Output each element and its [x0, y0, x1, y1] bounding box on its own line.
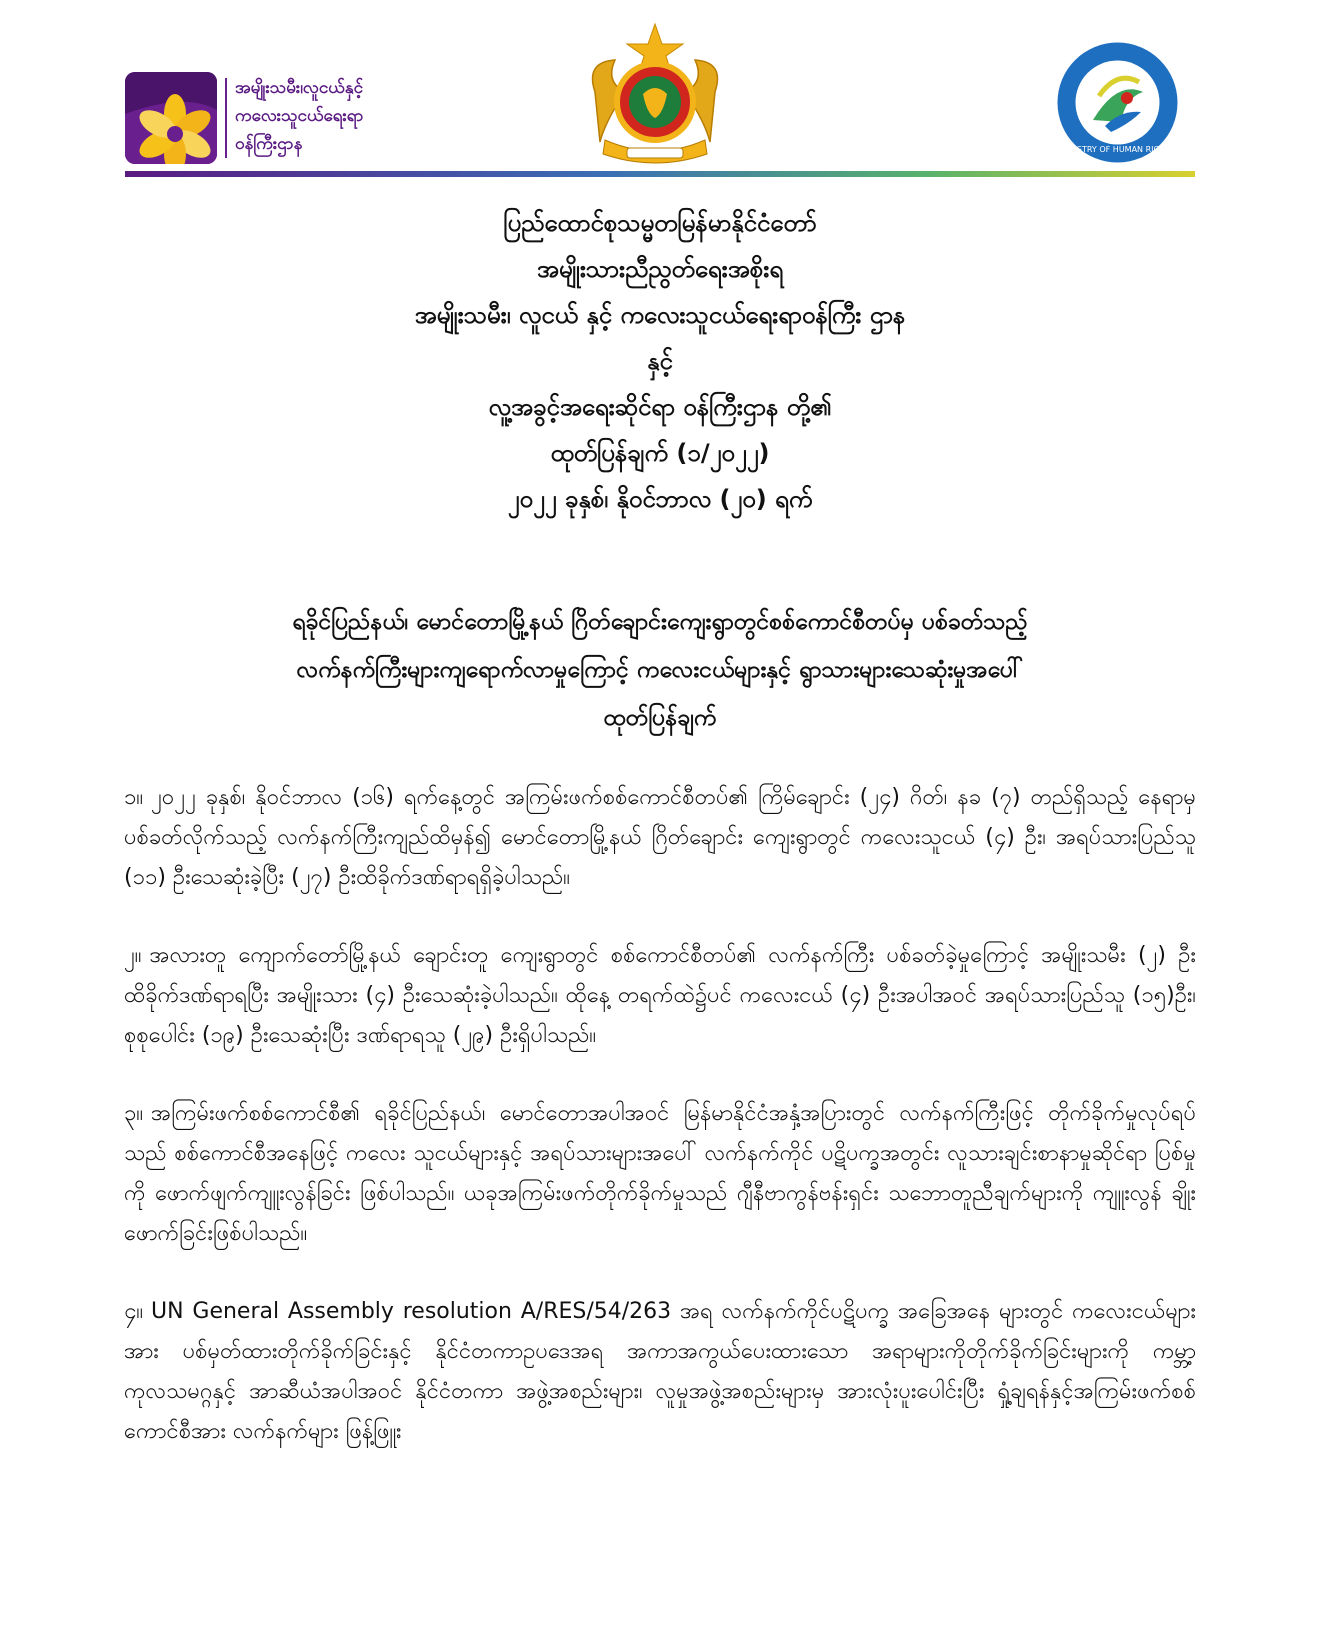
paragraph: [124, 778, 1196, 898]
paragraph-text: အလားတူ ကျောက်တော်မြို့နယ် ချောင်းတူ ကျေးရွာတွင် စစ်ကောင်စီတပ်၏ လက်နက်ကြီး ပစ်ခတ်ခဲ့မှုကြောင့် အမျိုးသမီး (၂) ဦး ထိခိုက်ဒဏ်ရာရပြီး အမျိုးသား (၄) ဦးသေဆုံးခဲ့ပါသည်။ ထိုနေ့ တရက်ထဲ၌ပင် ကလေးငယ် (၄) ဦးအပါအဝင် အရပ်သားပြည်သူ (၁၅)ဦး၊ စုစုပေါင်း (၁၉) ဦးသေဆုံးပြီး ဒဏ်ရာရသူ (၂၉) ဦးရှိပါသည်။: [124, 943, 1196, 1048]
subject-line: ရခိုင်ပြည်နယ်၊ မောင်တောမြို့နယ် ဂြိတ်ချောင်းကျေးရွာတွင်စစ်ကောင်စီတပ်မှ ပစ်ခတ်သည့်: [292, 609, 1028, 635]
title-line: ပြည်ထောင်စုသမ္မတမြန်မာနိုင်ငံတော်: [503, 209, 817, 237]
title-line: အမျိုးသမီး၊ လူငယ် နှင့် ကလေးသူငယ်ရေးရာဝန်ကြီး ဌာန: [414, 301, 906, 329]
logo-divider: [225, 78, 227, 158]
paragraph: [124, 1094, 1196, 1254]
subject-line: ထုတ်ပြန်ချက်: [603, 705, 717, 731]
paragraph-text: ၂၀၂၂ ခုနှစ်၊ နိုဝင်ဘာလ (၁၆) ရက်နေ့တွင် အကြမ်းဖက်စစ်ကောင်စီတပ်၏ ကြိမ်ချောင်း (၂၄) ဂိတ်၊ နခ (၇) တည်ရှိသည့် နေရာမှ ပစ်ခတ်လိုက်သည့် လက်နက်ကြီးကျည်ထိမှန်၍ မောင်တောမြို့နယ် ဂြိတ်ချောင်း ကျေးရွာတွင် ကလေးသူငယ် (၄) ဦး၊ အရပ်သားပြည်သူ (၁၁) ဦးသေဆုံးခဲ့ပြီး (၂၇) ဦးထိခိုက်ဒဏ်ရာရရှိခဲ့ပါသည်။: [124, 785, 1196, 890]
statement-subject: [150, 598, 1170, 742]
paragraph-number: ၄။: [124, 1299, 144, 1324]
logo-left-text: [235, 74, 395, 158]
flower-logo-icon: [125, 72, 217, 164]
ministry-women-youth-children-logo: [125, 72, 375, 164]
statement-body: [124, 778, 1196, 1490]
logo-left-line: ဝန်ကြီးဌာန: [235, 134, 303, 154]
paragraph-text: UN General Assembly resolution A/RES/54/263 အရ လက်နက်ကိုင်ပဋိပက္ခ အခြေအနေ များတွင် ကလေးငယ်များအား ပစ်မှတ်ထားတိုက်ခိုက်ခြင်းနှင့် နိုင်ငံတကာဥပဒေအရ အကာအကွယ်ပေးထားသော အရာများကိုတိုက်ခိုက်ခြင်းများကို ကမ္ဘာ့ကုလသမဂ္ဂနှင့် အာဆီယံအပါအဝင် နိုင်ငံတကာ အဖွဲ့အစည်းများ၊ လူမှုအဖွဲ့အစည်းများမှ အားလုံးပူးပေါင်းပြီး ရှုံ့ချရန်နှင့်အကြမ်းဖက်စစ်ကောင်စီအား လက်နက်များ ဖြန့်ဖြူး: [124, 1299, 1196, 1444]
subject-line: လက်နက်ကြီးများကျရောက်လာမှုကြောင့် ကလေးငယ်များနှင့် ရွာသားများသေဆုံးမှုအပေါ်: [296, 657, 1024, 683]
letterhead: [0, 0, 1322, 200]
paragraph-text: အကြမ်းဖက်စစ်ကောင်စီ၏ ရခိုင်ပြည်နယ်၊ မောင်တောအပါအဝင် မြန်မာနိုင်ငံအနှံ့အပြားတွင် လက်နက်ကြီးဖြင့် တိုက်ခိုက်မှုလုပ်ရပ်သည် စစ်ကောင်စီအနေဖြင့် ကလေး သူငယ်များနှင့် အရပ်သားများအပေါ် လက်နက်ကိုင် ပဋိပက္ခအတွင်း လူသားချင်းစာနာမှုဆိုင်ရာ ပြစ်မှုကို ဖောက်ဖျက်ကျူးလွန်ခြင်း ဖြစ်ပါသည်။ ယခုအကြမ်းဖက်တိုက်ခိုက်မှုသည် ဂျီနီဗာကွန်ဗန်းရှင်း သဘောတူညီချက်များကို ကျူးလွန် ချိုးဖောက်ခြင်းဖြစ်ပါသည်။: [124, 1101, 1196, 1246]
paragraph: [124, 1292, 1196, 1452]
title-line: နှင့်: [647, 347, 673, 375]
header-gradient-divider: [125, 171, 1195, 177]
ministry-human-rights-logo: [1055, 40, 1180, 165]
title-line: ၂၀၂၂ ခုနှစ်၊ နိုဝင်ဘာလ (၂၀) ရက်: [507, 485, 813, 513]
paragraph-number: ၁။: [124, 785, 144, 810]
paragraph-number: ၂။: [124, 943, 142, 968]
paragraph: [124, 936, 1196, 1056]
title-line: လူ့အခွင့်အရေးဆိုင်ရာ ဝန်ကြီးဌာန တို့၏: [488, 393, 832, 421]
logo-left-line: ကလေးသူငယ်ရေးရာ: [235, 106, 364, 126]
document-title-block: [150, 200, 1170, 522]
title-line: ထုတ်ပြန်ချက် (၁/၂၀၂၂): [550, 439, 770, 467]
title-line: အမျိုးသားညီညွတ်ရေးအစိုးရ: [536, 255, 784, 283]
logo-left-line: အမျိုးသမီး၊လူငယ်နှင့်: [235, 78, 363, 98]
state-seal-emblem: [565, 22, 745, 167]
paragraph-number: ၃။: [124, 1101, 144, 1126]
right-logo-caption: MINISTRY OF HUMAN RIGHTS: [1059, 145, 1176, 154]
